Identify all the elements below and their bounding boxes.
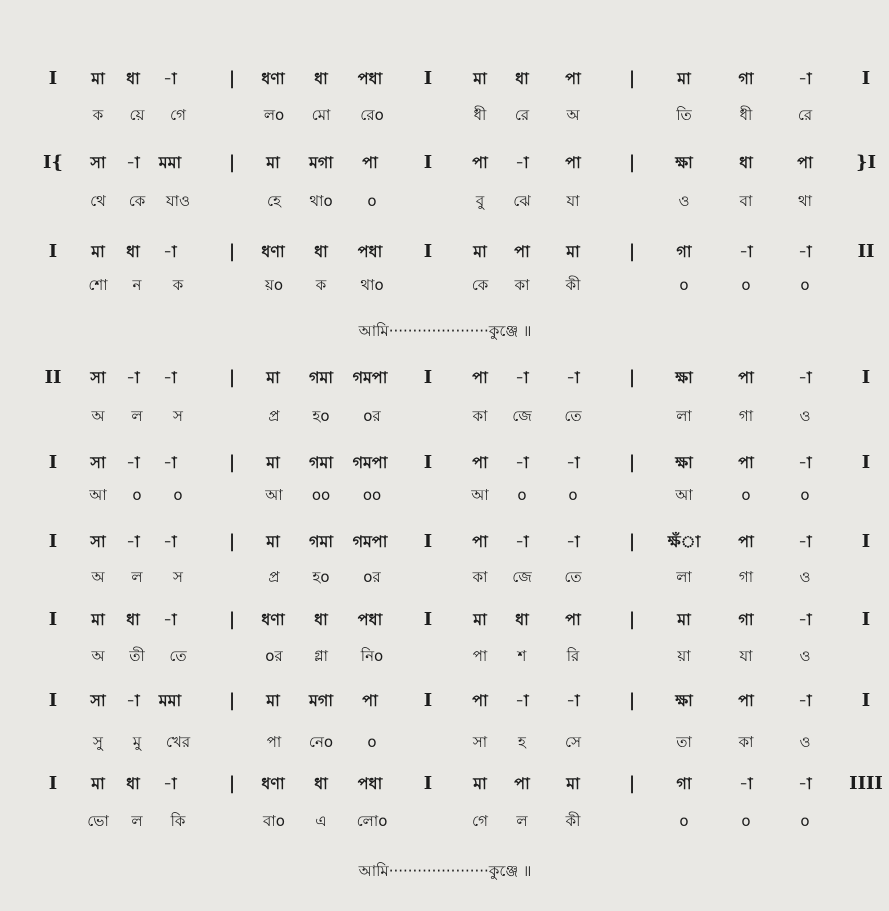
lyric-syllable: আ bbox=[89, 486, 107, 504]
bar-line-mark: II bbox=[857, 241, 875, 262]
bar-line-mark: I bbox=[48, 609, 58, 630]
note-symbol: -া bbox=[515, 368, 529, 387]
note-symbol: ধা bbox=[126, 242, 140, 261]
lyric-syllable: রে bbox=[514, 106, 530, 124]
lyric-syllable: কা bbox=[472, 407, 488, 425]
lyric-syllable: কা bbox=[514, 276, 530, 294]
note-symbol: গমা bbox=[308, 368, 334, 387]
lyric-syllable: কা bbox=[472, 568, 488, 586]
lyric-syllable: বু bbox=[475, 192, 485, 210]
note-symbol: -া bbox=[798, 532, 812, 551]
bar-line-mark: I bbox=[48, 452, 58, 473]
notation-line bbox=[0, 605, 889, 635]
bar-line-mark: | bbox=[628, 241, 636, 262]
lyric-syllable: o bbox=[679, 812, 689, 830]
notation-line bbox=[0, 363, 889, 393]
note-symbol: ধণা bbox=[261, 69, 285, 88]
note-symbol: -া bbox=[126, 453, 140, 472]
lyric-syllable: তা bbox=[676, 733, 692, 751]
note-symbol: পা bbox=[565, 610, 581, 629]
lyric-syllable: o bbox=[367, 192, 377, 210]
note-symbol: মা bbox=[91, 69, 105, 88]
lyric-syllable: কী bbox=[565, 812, 581, 830]
note-symbol: পা bbox=[472, 368, 488, 387]
lyrics-line bbox=[0, 727, 889, 757]
note-symbol: গা bbox=[676, 242, 692, 261]
bar-line-mark: I bbox=[423, 241, 433, 262]
note-symbol: ধণা bbox=[261, 610, 285, 629]
bar-line-mark: | bbox=[228, 690, 236, 711]
lyric-syllable: সা bbox=[472, 733, 488, 751]
note-symbol: পা bbox=[472, 532, 488, 551]
note-symbol: মা bbox=[473, 774, 487, 793]
lyric-syllable: oo bbox=[311, 486, 331, 504]
bar-line-mark: | bbox=[628, 609, 636, 630]
bar-line-mark: IIII bbox=[849, 773, 883, 794]
lyric-syllable: কী bbox=[565, 276, 581, 294]
lyrics-line bbox=[0, 641, 889, 671]
lyric-syllable: গে bbox=[170, 106, 186, 124]
lyric-syllable: য়ে bbox=[129, 106, 145, 124]
note-symbol: -া bbox=[163, 453, 177, 472]
bar-line-mark: I bbox=[48, 773, 58, 794]
bar-line-mark: | bbox=[228, 367, 236, 388]
note-symbol: পধা bbox=[357, 610, 383, 629]
lyric-syllable: যা bbox=[566, 192, 580, 210]
notation-line bbox=[0, 237, 889, 267]
note-symbol: -া bbox=[163, 69, 177, 88]
lyric-syllable: য়া bbox=[677, 647, 691, 665]
note-symbol: ধা bbox=[314, 774, 328, 793]
lyric-syllable: o bbox=[741, 276, 751, 294]
lyric-syllable: কে bbox=[471, 276, 489, 294]
lyric-syllable: জে bbox=[512, 568, 532, 586]
notation-line bbox=[0, 527, 889, 557]
note-symbol: -া bbox=[163, 368, 177, 387]
note-symbol: পধা bbox=[357, 774, 383, 793]
bar-line-mark: I bbox=[423, 609, 433, 630]
bar-line-mark: I bbox=[861, 531, 871, 552]
lyric-syllable: নেo bbox=[308, 733, 334, 751]
lyric-syllable: অ bbox=[566, 106, 580, 124]
lyric-syllable: তে bbox=[169, 647, 187, 665]
lyric-syllable: তে bbox=[564, 407, 582, 425]
note-symbol: পা bbox=[472, 153, 488, 172]
lyric-syllable: শো bbox=[88, 276, 108, 294]
bar-line-mark: I{ bbox=[43, 152, 63, 173]
note-symbol: ক্ষঁা bbox=[667, 532, 701, 551]
lyric-syllable: নিo bbox=[360, 647, 384, 665]
bar-line-mark: | bbox=[228, 531, 236, 552]
lyric-syllable: অ bbox=[91, 647, 105, 665]
bar-line-mark: | bbox=[228, 609, 236, 630]
lyric-syllable: কি bbox=[170, 812, 186, 830]
note-symbol: ক্ষা bbox=[675, 368, 693, 387]
lyric-syllable: ঝে bbox=[513, 192, 531, 210]
notation-line bbox=[0, 686, 889, 716]
lyric-syllable: ক bbox=[315, 276, 327, 294]
lyric-syllable: আ bbox=[675, 486, 693, 504]
note-symbol: পা bbox=[797, 153, 813, 172]
note-symbol: -া bbox=[798, 691, 812, 710]
lyric-syllable: oর bbox=[265, 647, 283, 665]
bar-line-mark: I bbox=[861, 690, 871, 711]
lyric-syllable: কে bbox=[128, 192, 146, 210]
note-symbol: -া bbox=[566, 368, 580, 387]
note-symbol: -া bbox=[126, 691, 140, 710]
note-symbol: পা bbox=[738, 453, 754, 472]
lyrics-line bbox=[0, 806, 889, 836]
lyrics-line bbox=[0, 480, 889, 510]
lyric-syllable: প্র bbox=[268, 568, 280, 586]
note-symbol: ধা bbox=[126, 610, 140, 629]
bar-line-mark: | bbox=[628, 68, 636, 89]
lyric-syllable: ও bbox=[799, 407, 811, 425]
bar-line-mark: I bbox=[48, 690, 58, 711]
bar-line-mark: I bbox=[423, 68, 433, 89]
bar-line-mark: I bbox=[423, 152, 433, 173]
lyrics-line bbox=[0, 401, 889, 431]
lyric-syllable: প্র bbox=[268, 407, 280, 425]
bar-line-mark: | bbox=[228, 452, 236, 473]
bar-line-mark: I bbox=[423, 531, 433, 552]
note-symbol: মা bbox=[91, 610, 105, 629]
lyric-syllable: oর bbox=[363, 407, 381, 425]
bar-line-mark: | bbox=[228, 68, 236, 89]
lyrics-line bbox=[0, 562, 889, 592]
note-symbol: গমা bbox=[308, 532, 334, 551]
lyric-syllable: জে bbox=[512, 407, 532, 425]
lyric-syllable: মো bbox=[311, 106, 331, 124]
lyric-syllable: o bbox=[132, 486, 142, 504]
note-symbol: মগা bbox=[308, 691, 334, 710]
note-symbol: -া bbox=[163, 774, 177, 793]
note-symbol: মা bbox=[566, 774, 580, 793]
note-symbol: ধা bbox=[314, 242, 328, 261]
lyric-syllable: থে bbox=[90, 192, 106, 210]
lyric-syllable: ও bbox=[799, 647, 811, 665]
lyric-syllable: হে bbox=[267, 192, 281, 210]
note-symbol: গমা bbox=[308, 453, 334, 472]
note-symbol: -া bbox=[739, 242, 753, 261]
lyric-syllable: o bbox=[517, 486, 527, 504]
note-symbol: -া bbox=[515, 691, 529, 710]
note-symbol: সা bbox=[90, 453, 106, 472]
bar-line-mark: I bbox=[48, 68, 58, 89]
note-symbol: মগা bbox=[308, 153, 334, 172]
note-symbol: মা bbox=[266, 691, 280, 710]
bar-line-mark: I bbox=[861, 367, 871, 388]
bar-line-mark: I bbox=[861, 68, 871, 89]
bar-line-mark: II bbox=[44, 367, 62, 388]
lyric-syllable: সে bbox=[565, 733, 581, 751]
note-symbol: মা bbox=[473, 610, 487, 629]
lyric-syllable: লা bbox=[676, 407, 692, 425]
lyric-syllable: পা bbox=[472, 647, 488, 665]
refrain-line: আমি·····················কুঞ্জে ॥ bbox=[358, 862, 532, 880]
bar-line-mark: | bbox=[628, 531, 636, 552]
lyric-syllable: ল bbox=[131, 812, 143, 830]
note-symbol: -া bbox=[515, 532, 529, 551]
lyric-syllable: রে bbox=[797, 106, 813, 124]
lyric-syllable: o bbox=[568, 486, 578, 504]
lyric-syllable: o bbox=[800, 276, 810, 294]
note-symbol: -া bbox=[163, 610, 177, 629]
note-symbol: ধা bbox=[126, 69, 140, 88]
note-symbol: ধা bbox=[515, 610, 529, 629]
note-symbol: পা bbox=[565, 153, 581, 172]
note-symbol: -া bbox=[798, 774, 812, 793]
note-symbol: পা bbox=[565, 69, 581, 88]
bar-line-mark: | bbox=[628, 773, 636, 794]
lyric-syllable: থা bbox=[797, 192, 813, 210]
note-symbol: -া bbox=[798, 242, 812, 261]
lyric-syllable: কা bbox=[738, 733, 754, 751]
note-symbol: ক্ষা bbox=[675, 453, 693, 472]
note-symbol: পা bbox=[514, 774, 530, 793]
note-symbol: মা bbox=[473, 242, 487, 261]
note-symbol: মা bbox=[266, 153, 280, 172]
lyric-syllable: o bbox=[741, 486, 751, 504]
note-symbol: পা bbox=[738, 368, 754, 387]
note-symbol: মা bbox=[677, 69, 691, 88]
note-symbol: -া bbox=[798, 453, 812, 472]
lyric-syllable: oর bbox=[363, 568, 381, 586]
note-symbol: পা bbox=[472, 691, 488, 710]
lyric-syllable: o bbox=[367, 733, 377, 751]
lyric-syllable: তী bbox=[129, 647, 145, 665]
note-symbol: পা bbox=[514, 242, 530, 261]
lyric-syllable: য়o bbox=[264, 276, 284, 294]
note-symbol: ধা bbox=[314, 69, 328, 88]
lyric-syllable: সু bbox=[93, 733, 103, 751]
note-symbol: গমপা bbox=[352, 368, 388, 387]
note-symbol: পা bbox=[472, 453, 488, 472]
lyric-syllable: এ bbox=[315, 812, 327, 830]
bar-line-mark: | bbox=[228, 152, 236, 173]
bar-line-mark: | bbox=[628, 452, 636, 473]
note-symbol: সা bbox=[90, 368, 106, 387]
bar-line-mark: | bbox=[228, 241, 236, 262]
lyric-syllable: গা bbox=[738, 407, 754, 425]
note-symbol: মমা bbox=[158, 153, 182, 172]
notation-line bbox=[0, 769, 889, 799]
note-symbol: মমা bbox=[158, 691, 182, 710]
lyric-syllable: অ bbox=[91, 568, 105, 586]
bar-line-mark: I bbox=[861, 452, 871, 473]
lyric-syllable: ভো bbox=[87, 812, 109, 830]
notation-line bbox=[0, 448, 889, 478]
note-symbol: পা bbox=[362, 153, 378, 172]
lyric-syllable: স bbox=[173, 568, 183, 586]
lyric-syllable: থাo bbox=[360, 276, 384, 294]
lyrics-line bbox=[0, 186, 889, 216]
lyric-syllable: লোo bbox=[356, 812, 388, 830]
lyric-syllable: রি bbox=[566, 647, 580, 665]
note-symbol: -া bbox=[126, 368, 140, 387]
note-symbol: মা bbox=[266, 532, 280, 551]
note-symbol: -া bbox=[515, 153, 529, 172]
note-symbol: -া bbox=[163, 242, 177, 261]
note-symbol: পা bbox=[362, 691, 378, 710]
notation-line bbox=[0, 148, 889, 178]
lyric-syllable: ক bbox=[92, 106, 104, 124]
note-symbol: মা bbox=[566, 242, 580, 261]
lyric-syllable: তে bbox=[564, 568, 582, 586]
lyric-syllable: o bbox=[800, 486, 810, 504]
lyric-syllable: o bbox=[173, 486, 183, 504]
lyric-syllable: বা bbox=[739, 192, 753, 210]
lyric-syllable: মু bbox=[132, 733, 142, 751]
lyric-syllable: oo bbox=[362, 486, 382, 504]
bar-line-mark: | bbox=[628, 367, 636, 388]
note-symbol: মা bbox=[473, 69, 487, 88]
bar-line-mark: I bbox=[48, 531, 58, 552]
lyric-syllable: লা bbox=[676, 568, 692, 586]
bar-line-mark: I bbox=[861, 609, 871, 630]
lyrics-line bbox=[0, 270, 889, 300]
lyric-syllable: ল bbox=[131, 568, 143, 586]
lyric-syllable: o bbox=[741, 812, 751, 830]
note-symbol: ধা bbox=[126, 774, 140, 793]
note-symbol: মা bbox=[677, 610, 691, 629]
lyric-syllable: o bbox=[800, 812, 810, 830]
note-symbol: -া bbox=[566, 532, 580, 551]
bar-line-mark: }I bbox=[856, 152, 876, 173]
note-symbol: পা bbox=[738, 532, 754, 551]
bar-line-mark: I bbox=[423, 367, 433, 388]
note-symbol: গমপা bbox=[352, 532, 388, 551]
lyric-syllable: শ bbox=[517, 647, 527, 665]
note-symbol: ধণা bbox=[261, 242, 285, 261]
bar-line-mark: | bbox=[628, 152, 636, 173]
lyric-syllable: তি bbox=[676, 106, 692, 124]
lyric-syllable: ও bbox=[799, 733, 811, 751]
note-symbol: -া bbox=[566, 453, 580, 472]
bar-line-mark: I bbox=[423, 452, 433, 473]
lyric-syllable: হ bbox=[518, 733, 526, 751]
lyric-syllable: পা bbox=[266, 733, 282, 751]
note-symbol: পধা bbox=[357, 242, 383, 261]
note-symbol: -া bbox=[566, 691, 580, 710]
lyric-syllable: ধী bbox=[473, 106, 487, 124]
refrain-line: আমি·····················কুঞ্জে ॥ bbox=[358, 322, 532, 340]
note-symbol: পধা bbox=[357, 69, 383, 88]
lyric-syllable: অ bbox=[91, 407, 105, 425]
lyric-syllable: থাo bbox=[309, 192, 333, 210]
lyric-syllable: গা bbox=[738, 568, 754, 586]
lyric-syllable: গ্লা bbox=[313, 647, 329, 665]
lyric-syllable: যাও bbox=[165, 192, 191, 210]
note-symbol: গা bbox=[738, 69, 754, 88]
lyric-syllable: ল bbox=[516, 812, 528, 830]
note-symbol: সা bbox=[90, 532, 106, 551]
note-symbol: -া bbox=[798, 69, 812, 88]
note-symbol: সা bbox=[90, 691, 106, 710]
lyric-syllable: ও bbox=[799, 568, 811, 586]
note-symbol: মা bbox=[266, 453, 280, 472]
lyric-syllable: রেo bbox=[360, 106, 384, 124]
lyric-syllable: খের bbox=[165, 733, 191, 751]
note-symbol: -া bbox=[126, 153, 140, 172]
note-symbol: -া bbox=[126, 532, 140, 551]
lyric-syllable: ন bbox=[132, 276, 142, 294]
lyric-syllable: হo bbox=[312, 407, 330, 425]
note-symbol: গা bbox=[676, 774, 692, 793]
note-symbol: ধণা bbox=[261, 774, 285, 793]
note-symbol: ধা bbox=[739, 153, 753, 172]
note-symbol: মা bbox=[91, 774, 105, 793]
lyric-syllable: লo bbox=[263, 106, 285, 124]
note-symbol: সা bbox=[90, 153, 106, 172]
lyric-syllable: o bbox=[679, 276, 689, 294]
lyric-syllable: যা bbox=[739, 647, 753, 665]
note-symbol: ক্ষা bbox=[675, 153, 693, 172]
note-symbol: -া bbox=[515, 453, 529, 472]
note-symbol: -া bbox=[798, 368, 812, 387]
note-symbol: -া bbox=[798, 610, 812, 629]
lyric-syllable: স bbox=[173, 407, 183, 425]
note-symbol: ক্ষা bbox=[675, 691, 693, 710]
lyric-syllable: ল bbox=[131, 407, 143, 425]
lyric-syllable: ক bbox=[172, 276, 184, 294]
lyric-syllable: আ bbox=[265, 486, 283, 504]
note-symbol: মা bbox=[266, 368, 280, 387]
note-symbol: মা bbox=[91, 242, 105, 261]
bar-line-mark: I bbox=[48, 241, 58, 262]
lyric-syllable: আ bbox=[471, 486, 489, 504]
lyric-syllable: ধী bbox=[739, 106, 753, 124]
lyric-syllable: গে bbox=[472, 812, 488, 830]
note-symbol: গা bbox=[738, 610, 754, 629]
note-symbol: -া bbox=[163, 532, 177, 551]
lyric-syllable: হo bbox=[312, 568, 330, 586]
lyric-syllable: ও bbox=[678, 192, 690, 210]
note-symbol: গমপা bbox=[352, 453, 388, 472]
note-symbol: পা bbox=[738, 691, 754, 710]
bar-line-mark: I bbox=[423, 773, 433, 794]
bar-line-mark: | bbox=[628, 690, 636, 711]
notation-line bbox=[0, 64, 889, 94]
bar-line-mark: I bbox=[423, 690, 433, 711]
lyrics-line bbox=[0, 100, 889, 130]
lyric-syllable: বাo bbox=[263, 812, 285, 830]
note-symbol: ধা bbox=[314, 610, 328, 629]
bar-line-mark: | bbox=[228, 773, 236, 794]
note-symbol: -া bbox=[739, 774, 753, 793]
note-symbol: ধা bbox=[515, 69, 529, 88]
